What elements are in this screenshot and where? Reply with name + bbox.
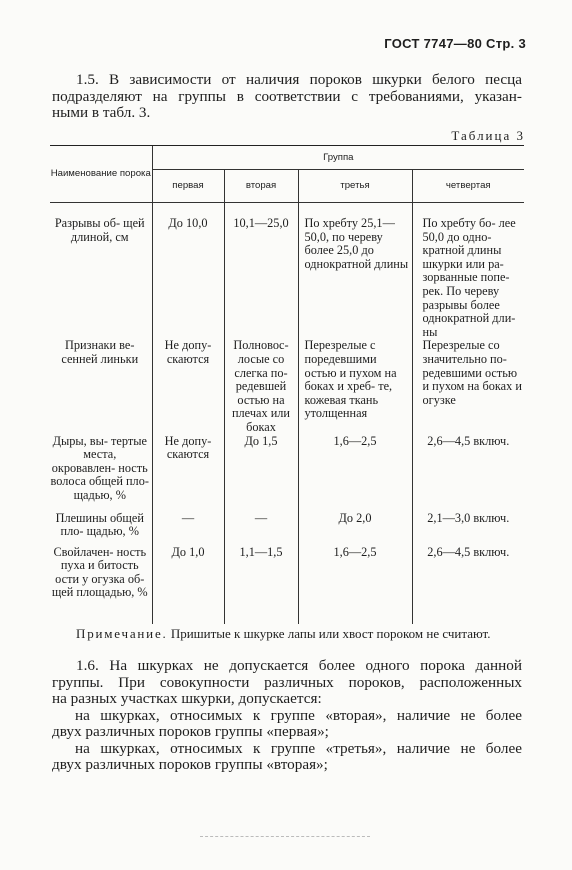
column-header-group: Группа (152, 146, 524, 170)
group-1-cell: Не допу- скаются (152, 435, 224, 512)
paragraph-line: подразделяют на группы в соответствии с требованиями, указан- (52, 87, 522, 105)
paragraph-line: двух различных пороков группы «вторая»; (52, 756, 328, 773)
group-3-cell: Перезрелые с поредевшими остью и пухом на боках и хреб- те, кожевая ткань утолщенная (298, 339, 412, 434)
bottom-scan-mark (200, 836, 370, 838)
table-row (50, 217, 524, 339)
paragraph-line: на шкурках, относимых к группе «третья», наличие не более (75, 739, 522, 757)
note-text: Пришитые к шкурке лапы или хвост пороком не считают. (167, 626, 491, 641)
group-4-cell: 2,6—4,5 включ. (412, 435, 524, 512)
group-2-cell: Полновоc- лосые со слегка по- редевшей остью на плечах или боках (224, 339, 298, 434)
paragraph-1-6 (52, 657, 522, 774)
group-3-cell: По хребту 25,1—50,0, по череву более 25,0 до однократной длины (298, 217, 412, 339)
column-header-group-4: четвертая (412, 170, 524, 203)
defects-table (50, 145, 524, 624)
table-row (50, 512, 524, 546)
paragraph-line: ными в табл. 3. (52, 104, 151, 121)
group-2-cell: 10,1—25,0 (224, 217, 298, 339)
group-3-cell: 1,6—2,5 (298, 546, 412, 624)
page-header: ГОСТ 7747—80 Стр. 3 (384, 36, 526, 51)
group-2-cell: — (224, 512, 298, 546)
group-1-cell: До 1,0 (152, 546, 224, 624)
group-1-cell: До 10,0 (152, 217, 224, 339)
group-1-cell: Не допу- скаются (152, 339, 224, 434)
table-row (50, 546, 524, 624)
column-header-defect-name: Наименование порока (50, 146, 152, 203)
group-2-cell: До 1,5 (224, 435, 298, 512)
paragraph-1-5 (52, 71, 522, 122)
group-4-cell: 2,6—4,5 включ. (412, 546, 524, 624)
table-row (50, 435, 524, 512)
column-header-group-1: первая (152, 170, 224, 203)
paragraph-line: группы. При совокупности различных пороков, расположенных (52, 673, 522, 691)
paragraph-line: двух различных пороков группы «первая»; (52, 723, 329, 740)
defect-name-cell: Дыры, вы- тертые места, окровавлен- ность волоса общей пло- щадью, % (50, 433, 149, 502)
column-header-group-3: третья (298, 170, 412, 203)
group-4-cell: По хребту бо- лее 50,0 до одно- кратной длины шкурки или ра- зорванные попе- рек. По череву разрывы более однократной дли- ны (412, 217, 524, 339)
defect-name-cell: Признаки ве- сенней линьки (61, 338, 139, 366)
group-1-cell: — (152, 512, 224, 546)
paragraph-line: 1.5. В зависимости от наличия пороков шкурки белого песца (76, 71, 522, 88)
table-note (76, 626, 490, 642)
group-3-cell: До 2,0 (298, 512, 412, 546)
group-2-cell: 1,1—1,5 (224, 546, 298, 624)
note-label: Примечание. (76, 626, 168, 641)
defect-name-cell: Свойлачен- ность пуха и битость ости у огузка об- щей площадью, % (51, 544, 148, 600)
table-row (50, 339, 524, 434)
paragraph-line: на шкурках, относимых к группе «вторая», наличие не более (75, 706, 522, 724)
paragraph-line: 1.6. На шкурках не допускается более одного порока данной (76, 657, 522, 674)
table-caption: Таблица 3 (451, 128, 525, 143)
paragraph-line: на разных участках шкурки, допускается: (52, 690, 322, 707)
defect-name-cell: Плешины общей пло- щадью, % (55, 510, 144, 539)
defect-name-cell: Разрывы об- щей длиной, см (54, 216, 145, 244)
group-3-cell: 1,6—2,5 (298, 435, 412, 512)
column-header-group-2: вторая (224, 170, 298, 203)
group-4-cell: Перезрелые со значительно по- редевшими остью и пухом на боках и огузке (412, 339, 524, 434)
group-4-cell: 2,1—3,0 включ. (412, 512, 524, 546)
